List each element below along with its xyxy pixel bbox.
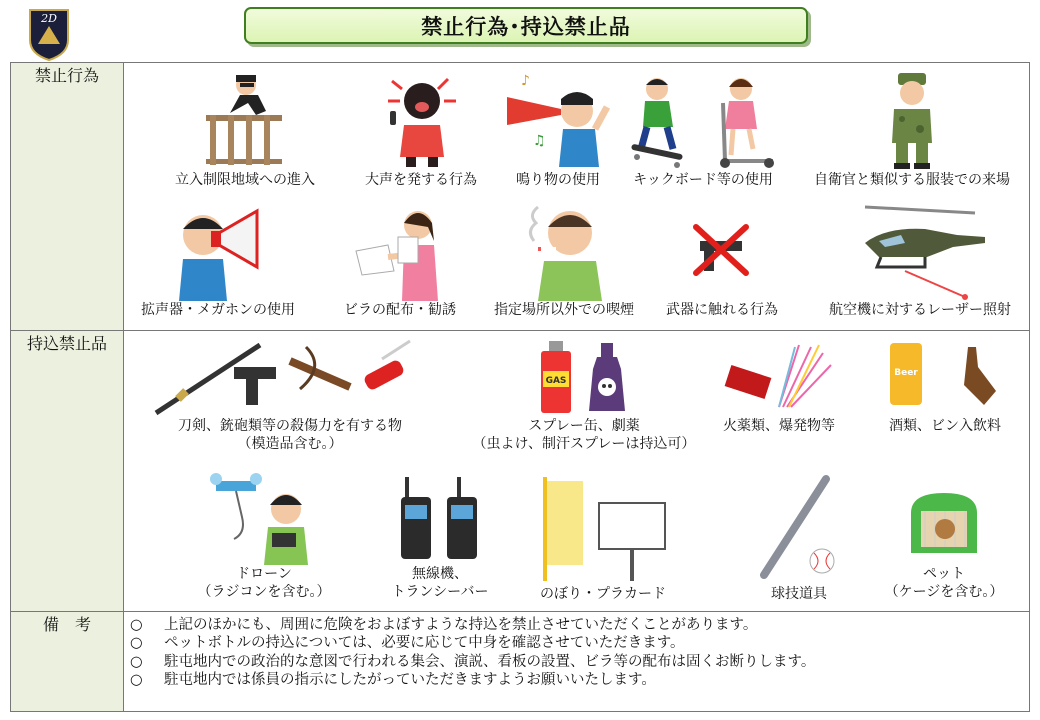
item-entry bbox=[164, 473, 364, 601]
remarks-label: 備 考 bbox=[11, 611, 124, 711]
unit-logo-icon bbox=[24, 6, 74, 62]
act-item bbox=[800, 67, 1024, 189]
act-item bbox=[346, 67, 496, 189]
act-item bbox=[160, 67, 330, 189]
prohibited-acts-cell bbox=[124, 63, 1030, 331]
remark-text: 上記のほかにも、周囲に危険をおよぼすような持込を禁止させていただくことがあります。 bbox=[164, 616, 758, 633]
act-item bbox=[130, 201, 306, 319]
can-text: Beer bbox=[894, 367, 918, 378]
banner-placard-icon bbox=[533, 473, 673, 585]
remark-line bbox=[130, 616, 1029, 635]
megaphone-icon bbox=[163, 201, 273, 301]
flyer-distribution-icon bbox=[350, 201, 450, 301]
act-caption: キックボード等の使用 bbox=[633, 172, 773, 188]
act-caption: 立入制限地域への進入 bbox=[175, 172, 315, 188]
bullet-icon: ○ bbox=[130, 616, 143, 633]
fence-climber-icon bbox=[200, 67, 290, 171]
skateboard-scooter-icon bbox=[623, 67, 783, 171]
act-caption: ビラの配布・勧誘 bbox=[344, 302, 456, 318]
item-entry bbox=[870, 337, 1020, 435]
remark-text: 駐屯地内では係員の指示にしたがっていただきますようお願いいたします。 bbox=[164, 672, 656, 689]
no-weapon-touch-icon bbox=[682, 201, 762, 301]
item-entry bbox=[508, 473, 698, 603]
item-caption-line-2: トランシーバー bbox=[391, 583, 489, 600]
prohibited-items-cell bbox=[124, 330, 1030, 611]
bullet-icon: ○ bbox=[130, 635, 143, 652]
item-caption-line-2: （虫よけ、制汗スプレーは持込可） bbox=[472, 435, 696, 452]
item-entry bbox=[464, 337, 704, 453]
act-item bbox=[618, 67, 788, 189]
remark-line bbox=[130, 671, 1029, 690]
act-item bbox=[488, 67, 628, 189]
item-entry bbox=[140, 337, 440, 453]
item-caption-line-2: （模造品含む。） bbox=[237, 435, 343, 452]
act-caption: 大声を発する行為 bbox=[365, 172, 477, 188]
item-entry bbox=[724, 473, 874, 603]
drone-icon bbox=[204, 473, 324, 565]
logo-text: 2D bbox=[41, 12, 57, 25]
item-caption: 酒類、ビン入飲料 bbox=[889, 417, 1001, 434]
helicopter-laser-icon bbox=[845, 197, 995, 301]
soldier-uniform-icon bbox=[882, 67, 942, 171]
remark-line bbox=[130, 653, 1029, 672]
prohibited-acts-row bbox=[11, 63, 1030, 331]
item-caption-line-1: ペット bbox=[923, 565, 965, 582]
remark-text: ペットボトルの持込については、必要に応じて中身を確認させていただきます。 bbox=[164, 635, 685, 652]
bat-ball-icon bbox=[754, 473, 844, 585]
act-caption: 指定場所以外での喫煙 bbox=[494, 302, 634, 318]
spray-poison-icon bbox=[529, 337, 639, 417]
bullet-icon: ○ bbox=[130, 653, 143, 670]
item-entry bbox=[704, 337, 854, 435]
act-caption: 航空機に対するレーザー照射 bbox=[829, 302, 1011, 318]
item-caption-line-1: 刀剣、銃砲類等の殺傷力を有する物 bbox=[178, 417, 402, 434]
remarks-cell bbox=[124, 611, 1030, 711]
item-caption-line-1: 無線機、 bbox=[412, 565, 468, 582]
weapons-icon bbox=[150, 337, 430, 417]
bullet-icon: ○ bbox=[130, 672, 143, 689]
item-caption: 火薬類、爆発物等 bbox=[723, 417, 835, 434]
remark-line bbox=[130, 634, 1029, 653]
item-entry bbox=[864, 473, 1024, 601]
act-item bbox=[804, 197, 1036, 319]
item-caption-line-1: ドローン bbox=[236, 565, 292, 582]
radio-transceiver-icon bbox=[385, 473, 495, 565]
act-item bbox=[474, 201, 654, 319]
rules-table bbox=[10, 62, 1030, 712]
svg-text:♪: ♪ bbox=[521, 73, 530, 89]
act-item bbox=[652, 201, 792, 319]
item-caption: 球技道具 bbox=[771, 585, 827, 602]
remarks-list bbox=[124, 612, 1029, 690]
item-caption-line-2: （ラジコンを含む。） bbox=[197, 583, 331, 600]
remark-text: 駐屯地内での政治的な意図で行われる集会、演説、看板の設置、ビラ等の配布は固くお断りします。 bbox=[164, 653, 816, 670]
item-caption: のぼり・プラカード bbox=[540, 585, 666, 602]
beer-bottle-icon bbox=[880, 337, 1010, 417]
prohibited-acts-label: 禁止行為 bbox=[11, 63, 124, 331]
prohibited-items-row bbox=[11, 330, 1030, 611]
fireworks-icon bbox=[719, 337, 839, 417]
spray-text: GAS bbox=[545, 375, 567, 386]
act-caption: 武器に触れる行為 bbox=[666, 302, 778, 318]
act-item bbox=[326, 201, 474, 319]
pet-carrier-icon bbox=[899, 473, 989, 565]
item-caption-line-1: スプレー缶、劇薬 bbox=[528, 417, 640, 434]
remarks-row bbox=[11, 611, 1030, 711]
page-title: 禁止行為･持込禁止品 bbox=[244, 7, 808, 44]
vuvuzela-player-icon bbox=[503, 67, 613, 171]
smoking-icon bbox=[514, 201, 614, 301]
act-caption: 鳴り物の使用 bbox=[516, 172, 600, 188]
item-entry bbox=[350, 473, 530, 601]
item-caption-line-2: （ケージを含む。） bbox=[884, 583, 1004, 600]
prohibited-items-label: 持込禁止品 bbox=[11, 330, 124, 611]
svg-text:♫: ♫ bbox=[533, 133, 546, 149]
shouting-person-icon bbox=[376, 67, 466, 171]
act-caption: 自衛官と類似する服装での来場 bbox=[814, 172, 1010, 188]
act-caption: 拡声器・メガホンの使用 bbox=[141, 302, 295, 318]
